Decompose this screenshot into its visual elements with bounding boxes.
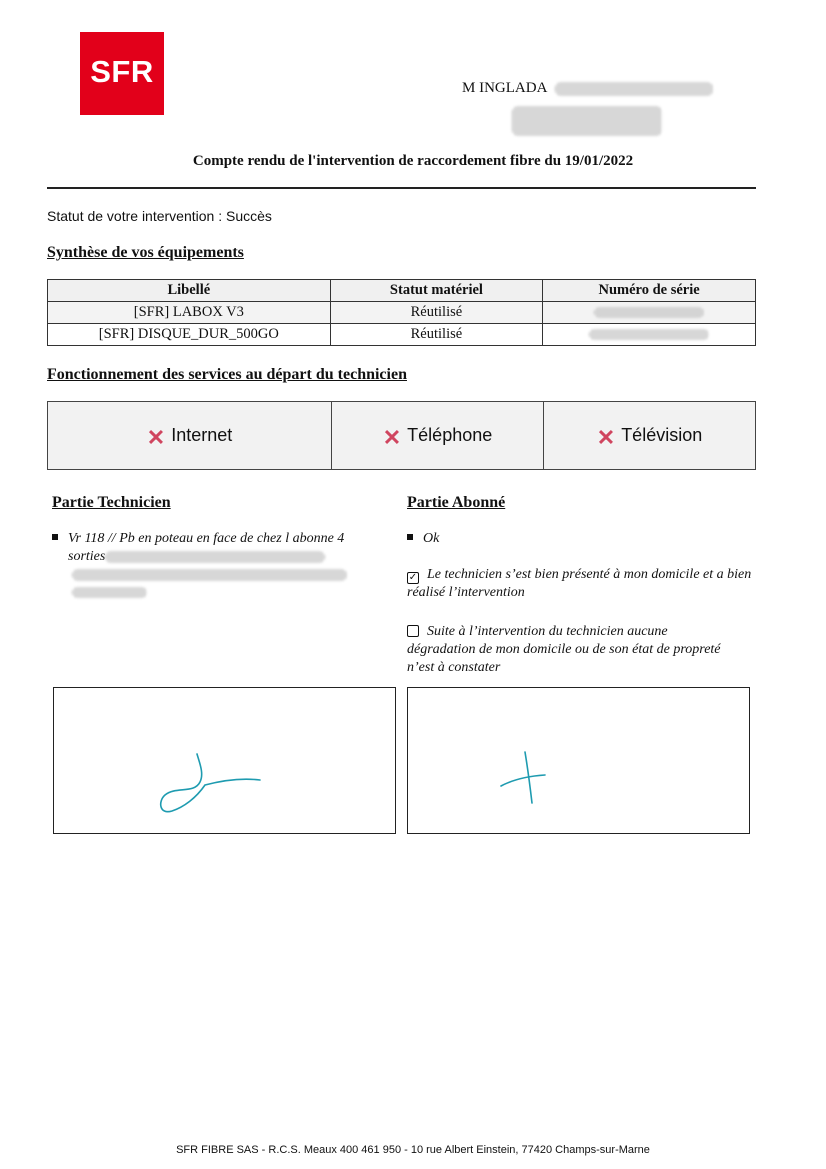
technician-section-title: Partie Technicien — [52, 494, 171, 511]
table-row — [48, 302, 756, 324]
equipment-status: Réutilisé — [330, 302, 543, 324]
equipment-serial-redacted — [543, 324, 756, 346]
redacted-name — [555, 82, 713, 96]
cross-icon: ✕ — [382, 424, 402, 450]
presence-confirmation — [407, 566, 752, 602]
report-title: Compte rendu de l'intervention de raccordement fibre du 19/01/2022 — [192, 153, 634, 169]
technician-note-line2: sorties — [68, 549, 106, 564]
equipment-table — [47, 279, 756, 346]
services-section-title: Fonctionnement des services au départ du technicien — [47, 366, 407, 383]
redacted-note — [72, 569, 347, 581]
no-damage-confirmation-text: Suite à l’intervention du technicien aucune dégradation de mon domicile ou de son état de propreté n’est à constater — [407, 624, 721, 675]
table-row — [48, 324, 756, 346]
technician-note-line1: Vr 118 // Pb en poteau en face de chez l abonne 4 — [68, 531, 345, 546]
checked-checkbox-icon: ✓ — [408, 572, 418, 583]
customer-name: M INGLADA — [462, 80, 548, 96]
subscriber-comment — [407, 530, 439, 548]
equipment-label: [SFR] LABOX V3 — [48, 302, 331, 324]
technician-signature-box — [53, 687, 396, 834]
redacted-note — [72, 587, 147, 598]
no-damage-confirmation — [407, 623, 727, 677]
column-header-serial: Numéro de série — [543, 280, 756, 302]
services-panel — [47, 401, 756, 470]
technician-signature — [54, 688, 395, 833]
equipment-label: [SFR] DISQUE_DUR_500GO — [48, 324, 331, 346]
equipment-section-title: Synthèse de vos équipements — [47, 244, 244, 261]
service-internet — [48, 402, 332, 469]
subscriber-comment-text: Ok — [423, 531, 440, 546]
footer: SFR FIBRE SAS - R.C.S. Meaux 400 461 950 - 10 rue Albert Einstein, 77420 Champs-sur-Marne — [176, 1144, 650, 1156]
equipment-serial-redacted — [543, 302, 756, 324]
service-label: Télévision — [621, 425, 703, 445]
service-television — [544, 402, 755, 469]
bullet-icon — [407, 534, 413, 540]
logo-text: SFR — [90, 54, 154, 89]
intervention-status: Statut de votre intervention : Succès — [47, 208, 272, 224]
bullet-icon — [52, 534, 58, 540]
cross-icon: ✕ — [146, 424, 166, 450]
service-label: Téléphone — [407, 425, 493, 445]
service-telephone — [332, 402, 544, 469]
equipment-status: Réutilisé — [330, 324, 543, 346]
column-header-status: Statut matériel — [330, 280, 543, 302]
redacted-address — [512, 106, 662, 136]
subscriber-signature-box — [407, 687, 750, 834]
column-header-label: Libellé — [48, 280, 331, 302]
sfr-logo — [80, 32, 164, 115]
service-label: Internet — [171, 425, 233, 445]
redacted-note — [105, 551, 325, 563]
subscriber-section-title: Partie Abonné — [407, 494, 506, 511]
presence-confirmation-text: Le technicien s’est bien présenté à mon domicile et a bien réalisé l’intervention — [407, 567, 752, 600]
subscriber-signature — [408, 688, 749, 833]
unchecked-checkbox-icon — [407, 625, 419, 637]
divider — [47, 187, 756, 189]
cross-icon: ✕ — [596, 424, 616, 450]
table-header-row — [48, 280, 756, 302]
